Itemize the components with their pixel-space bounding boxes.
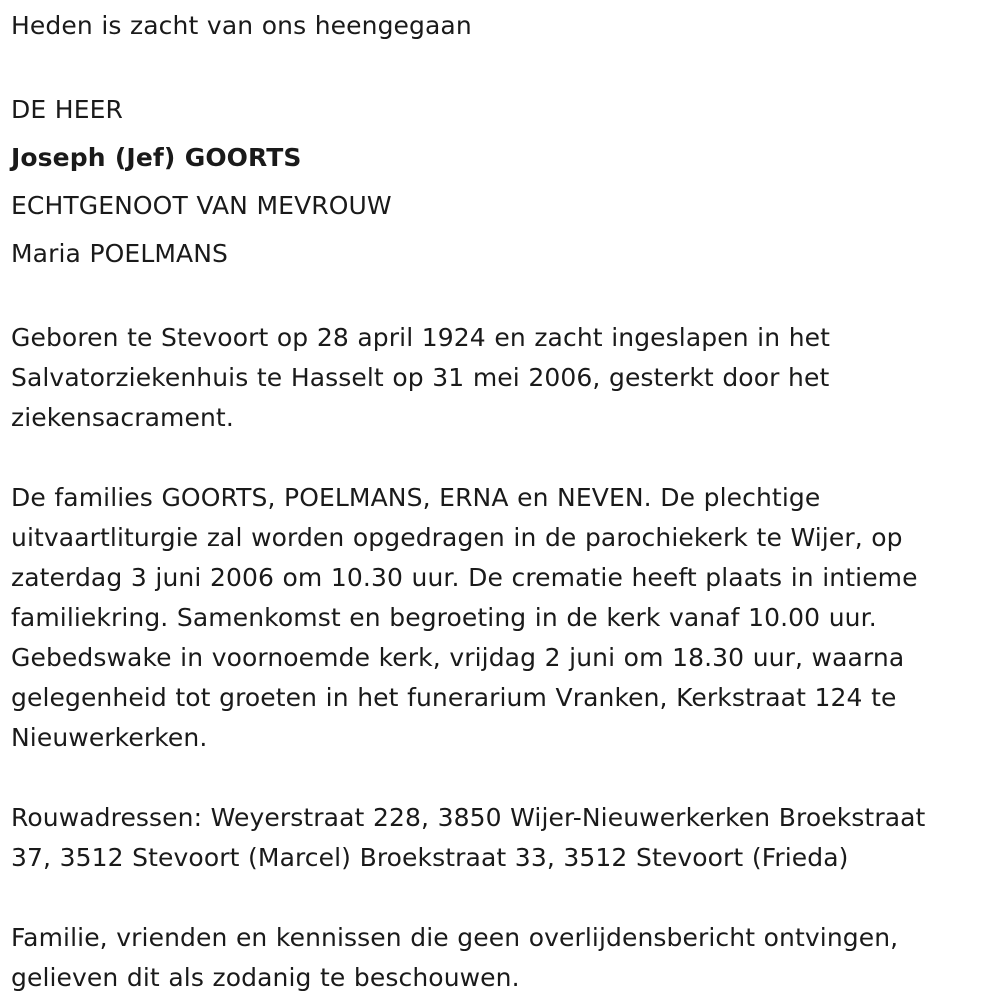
spouse-name: Maria POELMANS xyxy=(11,239,228,268)
paragraph-line: 37, 3512 Stevoort (Marcel) Broekstraat 33, 3512 Stevoort (Frieda) xyxy=(11,843,849,872)
funeral-paragraph xyxy=(11,478,986,758)
intro-text xyxy=(11,6,986,46)
paragraph-line: Salvatorziekenhuis te Hasselt op 31 mei 2006, gesterkt door het xyxy=(11,363,830,392)
paragraph-line: Geboren te Stevoort op 28 april 1924 en zacht ingeslapen in het xyxy=(11,323,831,352)
spouse-prefix: ECHTGENOOT VAN MEVROUW xyxy=(11,191,392,220)
paragraph-line: gelieven dit als zodanig te beschouwen. xyxy=(11,963,520,992)
death-notice xyxy=(11,6,986,998)
deceased-name: Joseph (Jef) GOORTS xyxy=(11,143,302,172)
paragraph-line: familiekring. Samenkomst en begroeting in de kerk vanaf 10.00 uur. xyxy=(11,603,877,632)
deceased-header xyxy=(11,86,986,278)
paragraph-line: De families GOORTS, POELMANS, ERNA en NEVEN. De plechtige xyxy=(11,483,821,512)
paragraph-line: Nieuwerkerken. xyxy=(11,723,208,752)
paragraph-line: uitvaartliturgie zal worden opgedragen in de parochiekerk te Wijer, op xyxy=(11,523,903,552)
paragraph-line: ziekensacrament. xyxy=(11,403,234,432)
paragraph-line: Familie, vrienden en kennissen die geen overlijdensbericht ontvingen, xyxy=(11,923,899,952)
addresses-paragraph xyxy=(11,798,986,878)
paragraph-line: gelegenheid tot groeten in het funerarium Vranken, Kerkstraat 124 te xyxy=(11,683,897,712)
intro-line: Heden is zacht van ons heengegaan xyxy=(11,11,472,40)
birth-death-paragraph xyxy=(11,318,986,438)
title-prefix: DE HEER xyxy=(11,95,123,124)
paragraph-line: Gebedswake in voornoemde kerk, vrijdag 2 juni om 18.30 uur, waarna xyxy=(11,643,905,672)
paragraph-line: Rouwadressen: Weyerstraat 228, 3850 Wijer-Nieuwerkerken Broekstraat xyxy=(11,803,926,832)
paragraph-line: zaterdag 3 juni 2006 om 10.30 uur. De crematie heeft plaats in intieme xyxy=(11,563,918,592)
closing-paragraph xyxy=(11,918,986,998)
